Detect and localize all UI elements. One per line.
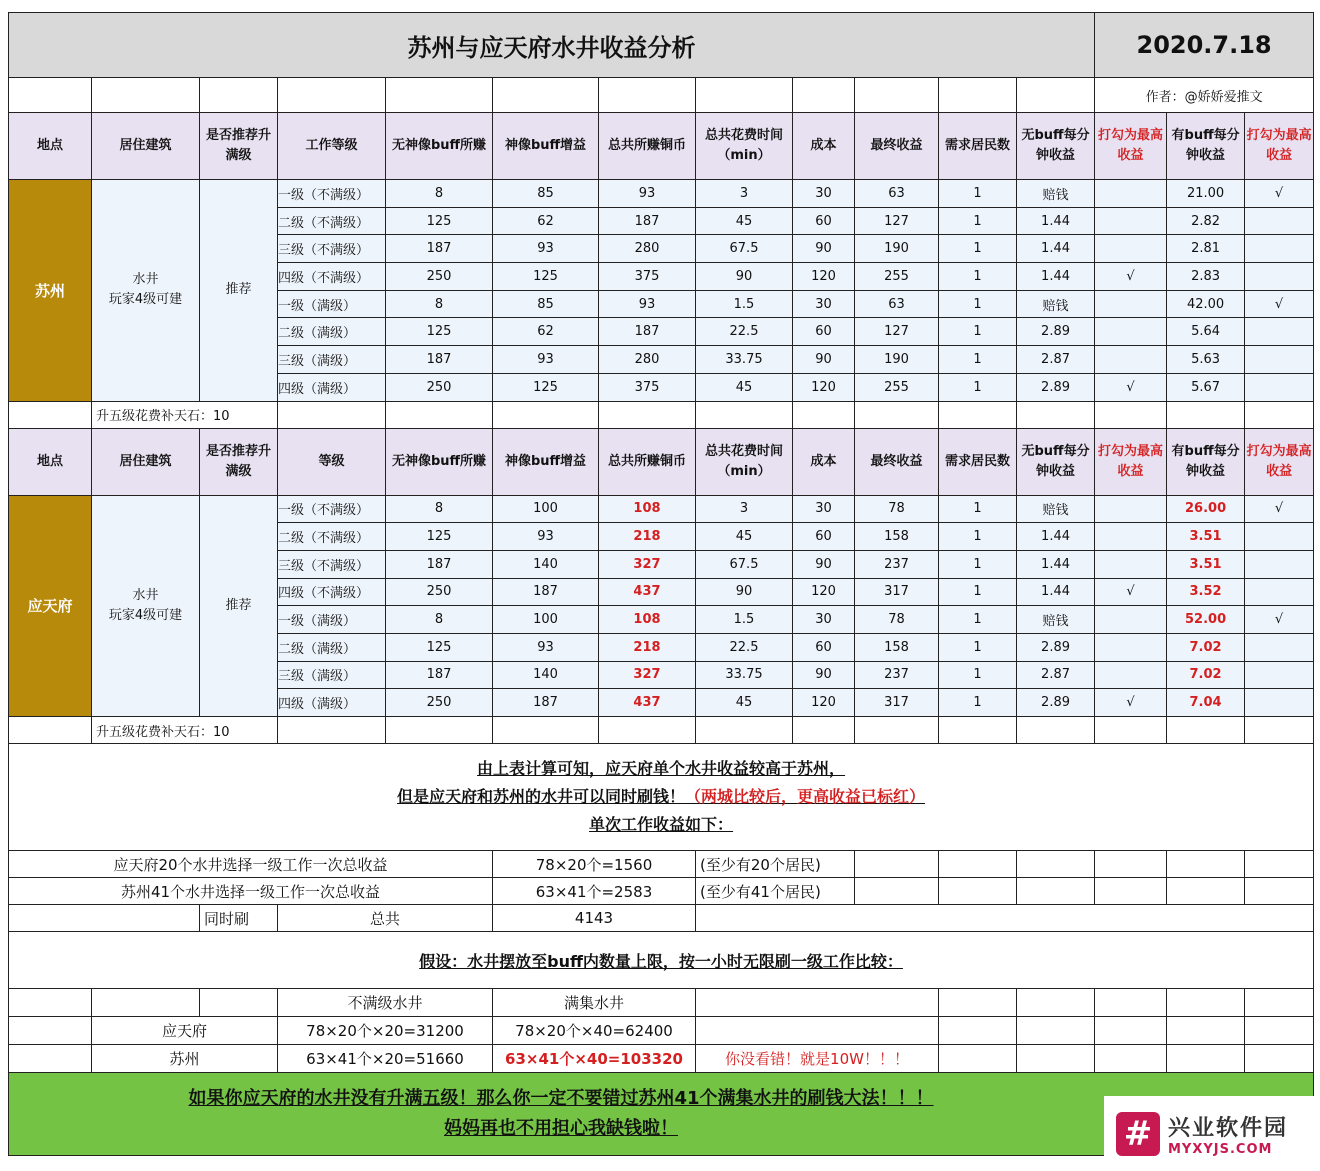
column-header: 需求居民数	[939, 428, 1017, 495]
table-cell: 280	[599, 235, 696, 263]
hypothesis: 假设：水井摆放至buff内数量上限，按一小时无限刷一级工作比较：	[9, 932, 1314, 989]
table-cell: 120	[793, 263, 855, 291]
column-header: 总共花费时间（min）	[696, 113, 793, 180]
table-cell: 3	[696, 495, 793, 523]
compare-col1-header: 不满级水井	[278, 989, 493, 1017]
table-cell: 45	[696, 207, 793, 235]
table-cell: 1	[939, 235, 1017, 263]
table-row	[9, 495, 1314, 523]
table-cell: 218	[599, 633, 696, 661]
column-header: 最终收益	[855, 428, 939, 495]
table-cell: 21.00	[1167, 180, 1245, 208]
compare-city: 苏州	[92, 1045, 278, 1073]
table-cell: 1	[939, 689, 1017, 717]
table-cell: 30	[793, 606, 855, 634]
table-cell: 1	[939, 633, 1017, 661]
table-cell: 1	[939, 606, 1017, 634]
table-cell: 90	[793, 346, 855, 374]
table-cell: 3.52	[1167, 578, 1245, 606]
table-cell: 1	[939, 180, 1017, 208]
table-cell: 78	[855, 606, 939, 634]
table-cell: 93	[493, 523, 599, 551]
column-header: 有buff每分钟收益	[1167, 428, 1245, 495]
table-cell: 8	[386, 606, 493, 634]
column-header: 是否推荐升满级	[200, 113, 278, 180]
column-header: 最终收益	[855, 113, 939, 180]
table-cell	[1245, 633, 1314, 661]
calc-note: (至少有20个居民)	[696, 851, 855, 878]
table-cell: 1	[939, 207, 1017, 235]
compare-v1: 63×41个×20=51660	[278, 1045, 493, 1073]
table-cell: 93	[493, 346, 599, 374]
table-cell: 60	[793, 207, 855, 235]
column-header: 需求居民数	[939, 113, 1017, 180]
table-cell: 2.81	[1167, 235, 1245, 263]
column-header: 无神像buff所赚	[386, 428, 493, 495]
conclusion	[9, 744, 1314, 851]
table-cell: 218	[599, 523, 696, 551]
table-cell: 2.83	[1167, 263, 1245, 291]
table-cell	[1095, 207, 1167, 235]
table-cell	[1095, 290, 1167, 318]
table-cell: 一级（满级）	[278, 606, 386, 634]
table-cell: 3.51	[1167, 523, 1245, 551]
table-cell: 108	[599, 606, 696, 634]
table-cell: 三级（满级）	[278, 661, 386, 689]
table-cell: 375	[599, 263, 696, 291]
column-header: 总共所赚铜币	[599, 428, 696, 495]
table-cell: 90	[793, 661, 855, 689]
column-header: 是否推荐升满级	[200, 428, 278, 495]
table-cell: 1	[939, 495, 1017, 523]
column-header: 成本	[793, 428, 855, 495]
table-cell: 108	[599, 495, 696, 523]
building-cell: 水井 玩家4级可建	[92, 495, 200, 717]
table-cell	[1245, 207, 1314, 235]
table-cell: 125	[386, 523, 493, 551]
table-cell: √	[1245, 606, 1314, 634]
table-cell: 67.5	[696, 550, 793, 578]
table-cell: 90	[696, 578, 793, 606]
table-cell: 2.87	[1017, 346, 1095, 374]
table-cell	[1245, 318, 1314, 346]
suzhou-upgrade-note: 升五级花费补天石：10	[92, 401, 278, 428]
table-cell	[1095, 606, 1167, 634]
table-cell: 三级（不满级）	[278, 550, 386, 578]
watermark-name: 兴业软件园	[1168, 1115, 1289, 1141]
table-cell: 22.5	[696, 633, 793, 661]
table-cell: √	[1095, 689, 1167, 717]
building-cell: 水井 玩家4级可建	[92, 180, 200, 402]
table-cell: 125	[386, 633, 493, 661]
table-cell: 280	[599, 346, 696, 374]
table-cell: 327	[599, 550, 696, 578]
table-cell: 317	[855, 689, 939, 717]
table-cell: 93	[599, 180, 696, 208]
table-cell: 125	[493, 263, 599, 291]
table-cell: √	[1245, 290, 1314, 318]
table-cell: 85	[493, 180, 599, 208]
table-cell: 2.82	[1167, 207, 1245, 235]
compare-v2: 63×41个×40=103320	[493, 1045, 696, 1073]
column-header: 神像buff增益	[493, 113, 599, 180]
table-cell: 二级（不满级）	[278, 523, 386, 551]
hash-logo-icon: #	[1116, 1112, 1160, 1156]
author-label: 作者：@娇娇爱推文	[1095, 78, 1314, 113]
table-cell: 250	[386, 373, 493, 401]
table-cell: 5.64	[1167, 318, 1245, 346]
table-cell: 100	[493, 606, 599, 634]
footer-line1: 如果你应天府的水井没有升满五级！那么你一定不要错过苏州41个满集水井的刷钱大法！！！	[188, 1088, 934, 1109]
table-cell: 3	[696, 180, 793, 208]
table-cell: 187	[493, 578, 599, 606]
table-cell: 120	[793, 689, 855, 717]
table-cell: 52.00	[1167, 606, 1245, 634]
table-cell: 一级（满级）	[278, 290, 386, 318]
table-cell: 7.04	[1167, 689, 1245, 717]
table-cell: 187	[386, 550, 493, 578]
table-cell: 1.44	[1017, 550, 1095, 578]
yingtian-upgrade-note: 升五级花费补天石：10	[92, 717, 278, 744]
table-cell: 327	[599, 661, 696, 689]
table-cell: 一级（不满级）	[278, 495, 386, 523]
table-cell: 42.00	[1167, 290, 1245, 318]
table-cell: 3.51	[1167, 550, 1245, 578]
table-cell: 30	[793, 290, 855, 318]
table-cell: 赔钱	[1017, 606, 1095, 634]
table-cell: 120	[793, 578, 855, 606]
table-cell: 2.89	[1017, 318, 1095, 346]
column-header: 居住建筑	[92, 113, 200, 180]
table-cell: 1.44	[1017, 235, 1095, 263]
table-cell: √	[1095, 578, 1167, 606]
table-cell: 2.89	[1017, 633, 1095, 661]
table-cell: 1	[939, 263, 1017, 291]
table-cell: 187	[386, 661, 493, 689]
table-cell: 赔钱	[1017, 290, 1095, 318]
compare-v2: 78×20个×40=62400	[493, 1017, 696, 1045]
column-header: 神像buff增益	[493, 428, 599, 495]
total-b-label: 总共	[278, 905, 493, 932]
table-cell	[1245, 263, 1314, 291]
table-cell: 125	[386, 207, 493, 235]
column-header: 工作等级	[278, 113, 386, 180]
table-cell: 1	[939, 523, 1017, 551]
table-cell: 8	[386, 290, 493, 318]
table-cell: 60	[793, 523, 855, 551]
table-cell: 1.5	[696, 606, 793, 634]
table-cell: 四级（不满级）	[278, 578, 386, 606]
table-cell: 二级（满级）	[278, 318, 386, 346]
table-cell	[1095, 523, 1167, 551]
compare-v1: 78×20个×20=31200	[278, 1017, 493, 1045]
table-cell: 1	[939, 373, 1017, 401]
table-cell: 22.5	[696, 318, 793, 346]
conclusion-line2: 但是应天府和苏州的水井可以同时刷钱！	[397, 787, 686, 806]
table-cell: 437	[599, 689, 696, 717]
column-header: 成本	[793, 113, 855, 180]
table-cell: 三级（满级）	[278, 346, 386, 374]
table-cell: 67.5	[696, 235, 793, 263]
compare-city: 应天府	[92, 1017, 278, 1045]
table-cell: 237	[855, 661, 939, 689]
table-cell: √	[1245, 180, 1314, 208]
date-label: 2020.7.18	[1095, 13, 1314, 78]
table-cell: 90	[696, 263, 793, 291]
table-cell: 二级（不满级）	[278, 207, 386, 235]
column-header: 居住建筑	[92, 428, 200, 495]
table-cell: 120	[793, 373, 855, 401]
table-cell: 2.89	[1017, 373, 1095, 401]
table-cell: 93	[493, 235, 599, 263]
table-cell: 33.75	[696, 661, 793, 689]
table-cell: 187	[599, 318, 696, 346]
table-cell: 78	[855, 495, 939, 523]
table-cell	[1245, 523, 1314, 551]
table-cell: 四级（满级）	[278, 373, 386, 401]
table-cell: 375	[599, 373, 696, 401]
table-cell: 100	[493, 495, 599, 523]
table-cell: 93	[599, 290, 696, 318]
total-value: 4143	[493, 905, 696, 932]
table-cell	[1095, 180, 1167, 208]
column-header: 打勾为最高收益	[1095, 113, 1167, 180]
column-header: 地点	[9, 428, 92, 495]
calc-label: 苏州41个水井选择一级工作一次总收益	[9, 878, 493, 905]
table-cell	[1245, 346, 1314, 374]
table-cell: 250	[386, 689, 493, 717]
column-header: 无buff每分钟收益	[1017, 113, 1095, 180]
table-cell: 30	[793, 180, 855, 208]
well-income-table	[8, 12, 1314, 1156]
calc-note: (至少有41个居民)	[696, 878, 855, 905]
table-cell: 317	[855, 578, 939, 606]
table-cell: 140	[493, 661, 599, 689]
table-cell: 8	[386, 180, 493, 208]
table-cell: 2.87	[1017, 661, 1095, 689]
table-cell: 33.75	[696, 346, 793, 374]
table-cell: 255	[855, 373, 939, 401]
table-cell: 1.5	[696, 290, 793, 318]
table-cell: 90	[793, 235, 855, 263]
table-cell: 1	[939, 290, 1017, 318]
column-header: 无神像buff所赚	[386, 113, 493, 180]
table-cell: 1.44	[1017, 578, 1095, 606]
table-cell: 一级（不满级）	[278, 180, 386, 208]
table-cell: 赔钱	[1017, 180, 1095, 208]
table-cell: 26.00	[1167, 495, 1245, 523]
table-cell: √	[1095, 263, 1167, 291]
calc-value: 63×41个=2583	[493, 878, 696, 905]
table-cell: 30	[793, 495, 855, 523]
column-header: 等级	[278, 428, 386, 495]
table-cell: 1	[939, 578, 1017, 606]
footer-line2: 妈妈再也不用担心我缺钱啦！	[444, 1118, 679, 1139]
table-cell	[1245, 689, 1314, 717]
table-cell	[1095, 235, 1167, 263]
table-cell: 125	[493, 373, 599, 401]
table-cell: 5.63	[1167, 346, 1245, 374]
table-cell	[1245, 373, 1314, 401]
compare-col2-header: 满集水井	[493, 989, 696, 1017]
table-cell: 7.02	[1167, 661, 1245, 689]
table-cell	[1095, 661, 1167, 689]
location-cell: 苏州	[9, 180, 92, 402]
table-cell: 1	[939, 661, 1017, 689]
table-cell: 二级（满级）	[278, 633, 386, 661]
column-header: 有buff每分钟收益	[1167, 113, 1245, 180]
table-cell	[1245, 235, 1314, 263]
table-cell: 1.44	[1017, 523, 1095, 551]
table-cell: √	[1095, 373, 1167, 401]
table-cell: 93	[493, 633, 599, 661]
column-header: 打勾为最高收益	[1095, 428, 1167, 495]
table-cell	[1245, 661, 1314, 689]
table-cell: 60	[793, 318, 855, 346]
table-cell: 63	[855, 180, 939, 208]
spreadsheet	[8, 12, 1313, 1156]
table-cell: 255	[855, 263, 939, 291]
table-cell: 赔钱	[1017, 495, 1095, 523]
column-header: 总共花费时间（min）	[696, 428, 793, 495]
table-cell: 45	[696, 689, 793, 717]
table-cell: 187	[493, 689, 599, 717]
table-cell: 190	[855, 235, 939, 263]
column-header: 总共所赚铜币	[599, 113, 696, 180]
table-cell: 187	[386, 235, 493, 263]
table-cell	[1095, 346, 1167, 374]
page-title: 苏州与应天府水井收益分析	[9, 13, 1095, 78]
table-cell: 1	[939, 550, 1017, 578]
table-cell	[1095, 633, 1167, 661]
table-cell: 1.44	[1017, 207, 1095, 235]
table-cell: 85	[493, 290, 599, 318]
table-cell: 45	[696, 523, 793, 551]
table-cell: 62	[493, 318, 599, 346]
recommend-cell: 推荐	[200, 180, 278, 402]
table-cell: 1.44	[1017, 263, 1095, 291]
table-cell: 62	[493, 207, 599, 235]
table-row	[9, 180, 1314, 208]
table-cell: 60	[793, 633, 855, 661]
site-watermark	[1104, 1096, 1320, 1171]
column-header: 无buff每分钟收益	[1017, 428, 1095, 495]
column-header: 地点	[9, 113, 92, 180]
table-cell: 158	[855, 523, 939, 551]
watermark-url: MYXYJS.COM	[1168, 1141, 1273, 1157]
compare-note: 你没看错！就是10W！！！	[696, 1045, 939, 1073]
table-cell: 158	[855, 633, 939, 661]
table-cell	[1095, 550, 1167, 578]
table-cell: 127	[855, 207, 939, 235]
table-cell	[1245, 578, 1314, 606]
table-cell: 三级（不满级）	[278, 235, 386, 263]
calc-value: 78×20个=1560	[493, 851, 696, 878]
table-cell: 187	[386, 346, 493, 374]
table-cell: 90	[793, 550, 855, 578]
table-cell: 5.67	[1167, 373, 1245, 401]
column-header: 打勾为最高收益	[1245, 113, 1314, 180]
total-a-label: 同时刷	[200, 905, 278, 932]
table-cell	[1245, 550, 1314, 578]
table-cell: 127	[855, 318, 939, 346]
table-cell: 250	[386, 263, 493, 291]
table-cell: √	[1245, 495, 1314, 523]
conclusion-line1: 由上表计算可知，应天府单个水井收益较高于苏州，	[477, 759, 846, 778]
table-cell: 187	[599, 207, 696, 235]
table-cell: 8	[386, 495, 493, 523]
table-cell: 四级（不满级）	[278, 263, 386, 291]
table-cell	[1095, 318, 1167, 346]
table-cell: 四级（满级）	[278, 689, 386, 717]
table-cell	[1095, 495, 1167, 523]
table-cell: 45	[696, 373, 793, 401]
table-cell: 7.02	[1167, 633, 1245, 661]
location-cell: 应天府	[9, 495, 92, 717]
recommend-cell: 推荐	[200, 495, 278, 717]
table-cell: 140	[493, 550, 599, 578]
calc-label: 应天府20个水井选择一级工作一次总收益	[9, 851, 493, 878]
table-cell: 1	[939, 346, 1017, 374]
table-cell: 63	[855, 290, 939, 318]
conclusion-line2-red: （两城比较后，更高收益已标红）	[685, 787, 926, 806]
table-cell: 1	[939, 318, 1017, 346]
conclusion-line3: 单次工作收益如下：	[589, 815, 734, 834]
table-cell: 125	[386, 318, 493, 346]
table-cell: 437	[599, 578, 696, 606]
table-cell: 2.89	[1017, 689, 1095, 717]
column-header: 打勾为最高收益	[1245, 428, 1314, 495]
table-cell: 237	[855, 550, 939, 578]
table-cell: 250	[386, 578, 493, 606]
table-cell: 190	[855, 346, 939, 374]
